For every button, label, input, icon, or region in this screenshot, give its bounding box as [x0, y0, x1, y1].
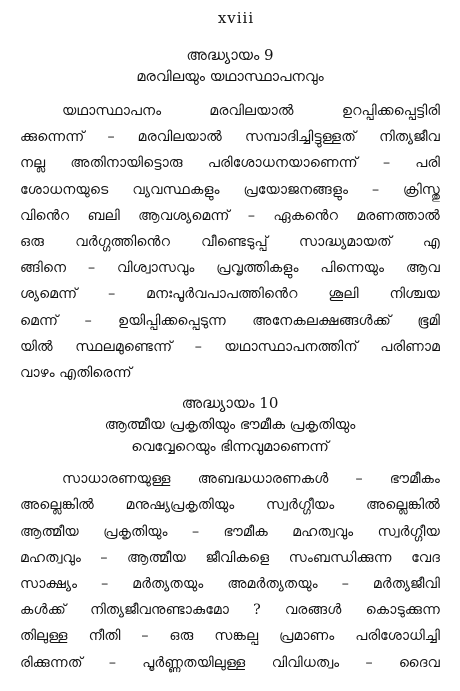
synopsis-line: വിൻെറ ബലി ആവശ്യമെന്ന് – ഏകൻെറ മരണത്താൽ	[20, 207, 440, 224]
chapter-10-synopsis	[20, 466, 440, 676]
synopsis-line: കൾക്ക് നിത്യജീവനുണ്ടാകുമോ ? വരങ്ങൾ കൊടുക്കുന്ന	[20, 602, 440, 619]
synopsis-line: ശോധനയുടെ വ്യവസ്ഥകളും പ്രയോജനങ്ങളും – ക്രിസ്തു	[20, 181, 440, 198]
chapter-10-subtitle-line-1: ആത്മീയ പ്രകൃതിയും ഭൗമീക പ്രകൃതിയും	[104, 417, 356, 434]
page-number: xviii	[217, 9, 255, 27]
synopsis-line: വാഴം എതിരെന്ന്	[20, 365, 132, 382]
synopsis-line: സാധാരണയുള്ള അബദ്ധധാരണകൾ – ഭൗമീകം	[62, 471, 440, 488]
chapter-9-heading: അദ്ധ്യായം 9	[186, 46, 274, 64]
synopsis-line: നല്ല അതിനായിട്ടൊരു പരിശോധനയാണെന്ന് – പരി	[20, 155, 440, 172]
synopsis-line: യിൽ സ്ഥലമുണ്ടെന്ന് – യഥാസ്ഥാപനത്തിന് പരിണാമ	[20, 338, 440, 355]
synopsis-line: രിക്കുന്നത് – പൂർണ്ണതയിലുള്ള വിവിധത്വം – ദൈവ	[20, 654, 440, 671]
synopsis-line: മഹത്വവും – ആത്മീയ ജീവികളെ സംബന്ധിക്കുന്ന വേദ	[20, 549, 440, 566]
synopsis-line: മെന്ന് – ഉയിപ്പിക്കപ്പെടുന്ന അനേകലക്ഷങ്ങൾക്ക് ഭൂമി	[20, 312, 440, 329]
chapter-9-subtitle: മരവിലയും യഥാസ്ഥാപനവും	[136, 69, 324, 85]
synopsis-line: അല്ലെങ്കിൽ മനുഷ്യപ്രകൃതിയും സ്വർഗ്ഗീയം അല്ലെങ്കിൽ	[20, 497, 440, 514]
synopsis-line: ഒരു വർഗ്ഗത്തിൻെറ വീണ്ടെടുപ്പ് സാദ്ധ്യമായത് എ	[20, 234, 440, 251]
chapter-10-section	[20, 392, 440, 676]
chapter-9-section	[20, 44, 440, 386]
synopsis-line: ആത്മീയ പ്രകൃതിയും – ഭൗമീക മഹത്വവും സ്വർഗ്ഗീയ	[20, 523, 440, 540]
chapter-10-subtitle-line-2: വെവ്വേറെയും ഭിന്നവുമാണെന്ന്	[131, 439, 329, 456]
synopsis-line: ങ്ങിനെ – വിശ്വാസവും പ്രവൃത്തികളും പിന്നെയും ആവ	[20, 260, 440, 277]
synopsis-line: ശ്യമെന്ന് – മനഃപൂർവപാപത്തിൻെറ ശൂലി നിശ്ചയ	[20, 286, 440, 303]
chapter-10-heading: അദ്ധ്യായം 10	[181, 394, 279, 413]
synopsis-line: തിലുള്ള നീതി – ഒരു സങ്കല്പ പ്രമാണം പരിശോധിച്ചി	[20, 628, 440, 645]
chapter-9-synopsis	[20, 98, 440, 386]
synopsis-line: യഥാസ്ഥാപനം മരവിലയാൽ ഉറപ്പിക്കപ്പെട്ടിരി	[62, 103, 440, 119]
synopsis-line: സാക്ഷ്യം – മർത്യതയും അമർത്യതയും – മർത്യജീവി	[20, 576, 440, 593]
synopsis-line: ക്കുന്നെന്ന് – മരവിലയാൽ സമ്പാദിച്ചിട്ടുള്ളത് നിത്യജീവ	[20, 129, 440, 146]
